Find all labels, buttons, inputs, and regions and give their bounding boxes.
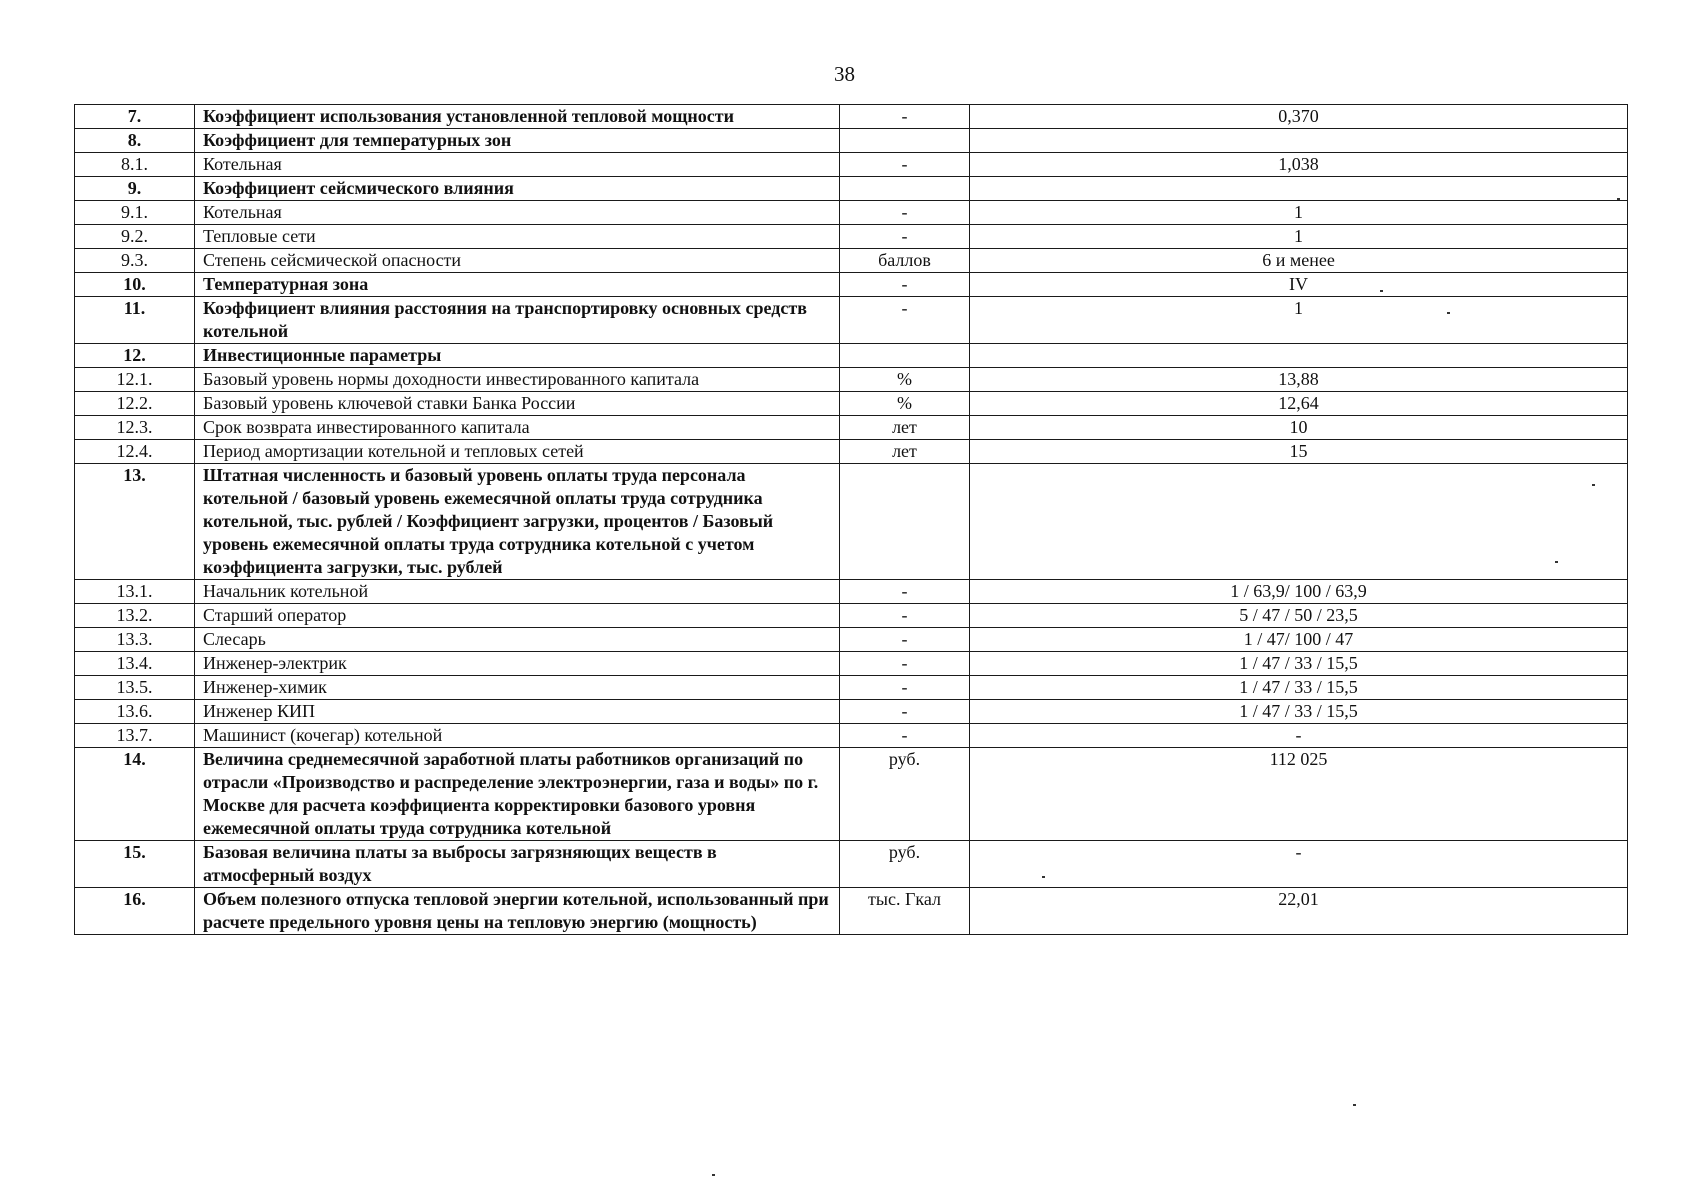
table-row [75, 105, 1628, 129]
unit-cell: % [840, 368, 970, 392]
scan-speck [712, 1174, 715, 1176]
table-row [75, 628, 1628, 652]
table-row [75, 841, 1628, 888]
parameters-table [74, 104, 1628, 935]
parameter-name-cell: Штатная численность и базовый уровень оплаты труда персонала котельной / базовый уровень ежемесячной оплаты труда сотрудника котельной, тыс. рублей / Коэффициент загрузки, процентов / Базовый уровень ежемесячной оплаты труда сотрудника котельной с учетом коэффициента загрузки, тыс. рублей [195, 464, 840, 580]
unit-cell: - [840, 201, 970, 225]
table-row [75, 392, 1628, 416]
parameter-name-cell: Степень сейсмической опасности [195, 249, 840, 273]
unit-cell: - [840, 676, 970, 700]
parameter-name-cell: Инженер КИП [195, 700, 840, 724]
page-number: 38 [834, 62, 855, 86]
parameter-name-cell: Температурная зона [195, 273, 840, 297]
table-row [75, 416, 1628, 440]
table-row [75, 700, 1628, 724]
parameter-name-cell: Слесарь [195, 628, 840, 652]
unit-cell: лет [840, 440, 970, 464]
parameter-name-cell: Базовая величина платы за выбросы загрязняющих веществ в атмосферный воздух [195, 841, 840, 888]
row-number-cell: 9.1. [75, 201, 195, 225]
row-number-cell: 13.5. [75, 676, 195, 700]
row-number-cell: 12.4. [75, 440, 195, 464]
table-row [75, 297, 1628, 344]
value-cell [970, 464, 1628, 580]
row-number-cell: 9. [75, 177, 195, 201]
value-cell: 1 / 47 / 33 / 15,5 [970, 700, 1628, 724]
row-number-cell: 13.6. [75, 700, 195, 724]
row-number-cell: 12. [75, 344, 195, 368]
parameter-name-cell: Коэффициент сейсмического влияния [195, 177, 840, 201]
value-cell: 1 / 63,9/ 100 / 63,9 [970, 580, 1628, 604]
parameter-name-cell: Срок возврата инвестированного капитала [195, 416, 840, 440]
row-number-cell: 12.1. [75, 368, 195, 392]
value-cell: 6 и менее [970, 249, 1628, 273]
unit-cell: баллов [840, 249, 970, 273]
value-cell: 22,01 [970, 888, 1628, 935]
value-cell: 5 / 47 / 50 / 23,5 [970, 604, 1628, 628]
unit-cell: - [840, 652, 970, 676]
table-row [75, 344, 1628, 368]
parameter-name-cell: Коэффициент для температурных зон [195, 129, 840, 153]
value-cell [970, 177, 1628, 201]
table-row [75, 153, 1628, 177]
scan-speck [1592, 484, 1595, 486]
table-row [75, 368, 1628, 392]
table-row [75, 604, 1628, 628]
parameter-name-cell: Величина среднемесячной заработной платы работников организаций по отрасли «Производство и распределение электроэнергии, газа и воды» по г. Москве для расчета коэффициента корректировки базового уровня ежемесячной оплаты труда сотрудника котельной [195, 748, 840, 841]
row-number-cell: 10. [75, 273, 195, 297]
row-number-cell: 12.2. [75, 392, 195, 416]
value-cell: 1 / 47 / 33 / 15,5 [970, 676, 1628, 700]
table-row [75, 464, 1628, 580]
scan-speck [1447, 312, 1450, 314]
unit-cell: - [840, 604, 970, 628]
value-cell: 112 025 [970, 748, 1628, 841]
unit-cell [840, 129, 970, 153]
value-cell: 0,370 [970, 105, 1628, 129]
value-cell: 1 / 47/ 100 / 47 [970, 628, 1628, 652]
parameter-name-cell: Тепловые сети [195, 225, 840, 249]
unit-cell: - [840, 724, 970, 748]
value-cell: 10 [970, 416, 1628, 440]
table-row [75, 888, 1628, 935]
row-number-cell: 13.3. [75, 628, 195, 652]
parameter-name-cell: Инженер-электрик [195, 652, 840, 676]
unit-cell [840, 177, 970, 201]
unit-cell: - [840, 273, 970, 297]
value-cell [970, 344, 1628, 368]
value-cell: 1 / 47 / 33 / 15,5 [970, 652, 1628, 676]
unit-cell: - [840, 628, 970, 652]
unit-cell [840, 344, 970, 368]
table-row [75, 249, 1628, 273]
unit-cell: лет [840, 416, 970, 440]
unit-cell [840, 464, 970, 580]
parameters-table-body [75, 105, 1628, 935]
value-cell: 1 [970, 225, 1628, 249]
parameter-name-cell: Машинист (кочегар) котельной [195, 724, 840, 748]
unit-cell: - [840, 297, 970, 344]
parameter-name-cell: Инвестиционные параметры [195, 344, 840, 368]
unit-cell: - [840, 700, 970, 724]
scan-speck [1353, 1104, 1356, 1106]
row-number-cell: 13.4. [75, 652, 195, 676]
parameter-name-cell: Коэффициент использования установленной тепловой мощности [195, 105, 840, 129]
row-number-cell: 8.1. [75, 153, 195, 177]
scan-speck [1617, 198, 1620, 200]
table-row [75, 748, 1628, 841]
value-cell: - [970, 841, 1628, 888]
row-number-cell: 9.2. [75, 225, 195, 249]
parameter-name-cell: Старший оператор [195, 604, 840, 628]
parameter-name-cell: Начальник котельной [195, 580, 840, 604]
value-cell: 12,64 [970, 392, 1628, 416]
row-number-cell: 13. [75, 464, 195, 580]
row-number-cell: 14. [75, 748, 195, 841]
unit-cell: - [840, 105, 970, 129]
value-cell: 13,88 [970, 368, 1628, 392]
row-number-cell: 13.7. [75, 724, 195, 748]
row-number-cell: 15. [75, 841, 195, 888]
table-row [75, 652, 1628, 676]
parameter-name-cell: Период амортизации котельной и тепловых сетей [195, 440, 840, 464]
unit-cell: руб. [840, 841, 970, 888]
value-cell: - [970, 724, 1628, 748]
table-row [75, 580, 1628, 604]
parameter-name-cell: Котельная [195, 153, 840, 177]
parameter-name-cell: Объем полезного отпуска тепловой энергии котельной, использованный при расчете предельного уровня цены на тепловую энергию (мощность) [195, 888, 840, 935]
table-row [75, 129, 1628, 153]
row-number-cell: 16. [75, 888, 195, 935]
table-row [75, 225, 1628, 249]
value-cell: 15 [970, 440, 1628, 464]
table-row [75, 177, 1628, 201]
unit-cell: % [840, 392, 970, 416]
unit-cell: тыс. Гкал [840, 888, 970, 935]
parameter-name-cell: Инженер-химик [195, 676, 840, 700]
value-cell: 1,038 [970, 153, 1628, 177]
table-row [75, 201, 1628, 225]
parameter-name-cell: Коэффициент влияния расстояния на транспортировку основных средств котельной [195, 297, 840, 344]
parameter-name-cell: Базовый уровень ключевой ставки Банка России [195, 392, 840, 416]
parameter-name-cell: Базовый уровень нормы доходности инвестированного капитала [195, 368, 840, 392]
unit-cell: руб. [840, 748, 970, 841]
unit-cell: - [840, 225, 970, 249]
scan-speck [1042, 876, 1045, 878]
table-row [75, 273, 1628, 297]
row-number-cell: 11. [75, 297, 195, 344]
parameter-name-cell: Котельная [195, 201, 840, 225]
table-row [75, 440, 1628, 464]
row-number-cell: 13.2. [75, 604, 195, 628]
value-cell: IV [970, 273, 1628, 297]
scan-speck [1555, 561, 1558, 563]
table-row [75, 724, 1628, 748]
row-number-cell: 12.3. [75, 416, 195, 440]
value-cell: 1 [970, 297, 1628, 344]
row-number-cell: 7. [75, 105, 195, 129]
value-cell [970, 129, 1628, 153]
table-row [75, 676, 1628, 700]
row-number-cell: 13.1. [75, 580, 195, 604]
scan-speck [1380, 290, 1383, 292]
unit-cell: - [840, 153, 970, 177]
unit-cell: - [840, 580, 970, 604]
row-number-cell: 9.3. [75, 249, 195, 273]
row-number-cell: 8. [75, 129, 195, 153]
value-cell: 1 [970, 201, 1628, 225]
